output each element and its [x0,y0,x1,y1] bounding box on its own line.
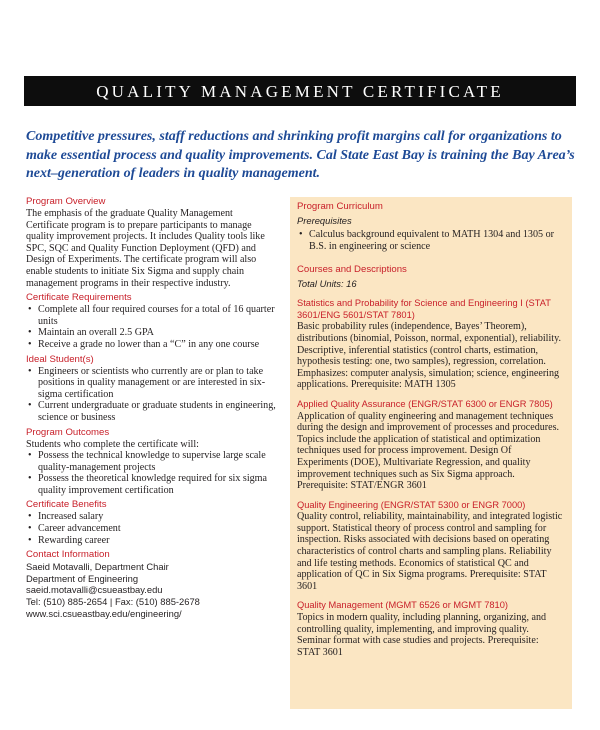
program-outcomes-intro: Students who complete the certificate will: [26,438,199,450]
list-item: • Rewarding career [26,535,276,547]
course-description: Topics in modern quality, including planning, organizing, and controlling quality, implementing, and improving quality. Seminar format with case studies and projects. Prerequisite: STAT 3601 [297,612,547,658]
list-item: • Possess the theoretical knowledge required for six sigma quality improvement certification [26,473,276,496]
list-item: • Current undergraduate or graduate students in engineering, science or business [26,400,276,423]
list-item: • Receive a grade no lower than a “C” in any one course [26,339,276,351]
contact-department: Department of Engineering [26,572,139,584]
course-description: Quality control, reliability, maintainability, and integrated logistic support. Statistical theory of process control and sampling for inspection. Risks associated with decisions based on operating characteristics of control charts and sampling plans. Reliability and life testing methods. Economics of statistical QC and application of QC in Six Sigma programs. Prerequisite: STAT 3601 [297,511,563,592]
course-title: Quality Engineering (ENGR/STAT 5300 or ENGR 7000) [297,499,526,510]
program-outcomes-list [26,450,276,496]
curriculum-panel [290,197,572,709]
program-curriculum-heading: Program Curriculum [297,201,383,212]
list-item: • Career advancement [26,523,276,535]
list-item: • Increased salary [26,511,276,523]
certificate-benefits-heading: Certificate Benefits [26,499,107,511]
program-overview-heading: Program Overview [26,196,106,207]
courses-heading: Courses and Descriptions [297,264,407,276]
ideal-students-heading: Ideal Student(s) [26,353,94,365]
certificate-requirements-heading: Certificate Requirements [26,292,132,304]
contact-email-link[interactable]: saeid.motavalli@csueastbay.edu [26,584,163,596]
list-item: • Calculus background equivalent to MATH 1304 and 1305 or B.S. in engineering or science [297,229,564,252]
list-item: • Possess the technical knowledge to supervise large scale quality-management projects [26,450,276,473]
contact-website-link[interactable]: www.sci.csueastbay.edu/engineering/ [26,607,182,619]
prerequisites-list [297,229,564,252]
certificate-title: QUALITY MANAGEMENT CERTIFICATE [96,82,504,101]
list-item: • Complete all four required courses for a total of 16 quarter units [26,304,276,327]
list-item: • Maintain an overall 2.5 GPA [26,327,276,339]
course-description: Application of quality engineering and management techniques during the design and improvement of processes and procedures. Topics include the application of statistical and optimization techniques used for process improvement. Design Of Experiments (DOE), Multivariate Regression, and quality improvement techniques such as Six Sigma approach. Prerequisite: STAT/ENGR 3601 [297,410,560,492]
course-title: Statistics and Probability for Science and Engineering I (STAT 3601/ENG 5601/STAT 7801) [297,298,551,320]
left-column [26,196,276,619]
contact-name: Saeid Motavalli, Department Chair [26,561,169,573]
prerequisites-label: Prerequisites [297,215,352,226]
list-item: • Engineers or scientists who currently are or plan to take positions in quality management or are interested in six-sigma certification [26,366,276,401]
course-title: Applied Quality Assurance (ENGR/STAT 6300 or ENGR 7805) [297,398,553,409]
program-overview-text: The emphasis of the graduate Quality Management Certificate program is to prepare participants to manage quality improvement projects. It includes Quality tools like SPC, SQC and Quality Function Deployment (QFD) and Design of Experiments. The certificate program will also enable students to initiate Six Sigma and supply chain management programs in their respective industry. [26,208,265,289]
certificate-benefits-list [26,511,276,546]
certificate-title-banner [24,76,576,106]
course-description: Basic probability rules (independence, Bayes’ Theorem), distributions (binomial, Poisson, normal, exponential), reliability. Descriptive, inferential statistics (control charts, estimation, hypothesis testing: one, two samples), regression, correlation. Emphasizes: computer analysis, simulation; science, engineering applications. Prerequisite: MATH 1305 [297,321,561,391]
contact-phone-fax: Tel: (510) 885-2654 | Fax: (510) 885-2678 [26,596,200,608]
certificate-requirements-list [26,304,276,350]
course-title: Quality Management (MGMT 6526 or MGMT 7810) [297,600,508,611]
intro-paragraph: Competitive pressures, staff reductions and shrinking profit margins call for organizations to make essential process and quality improvements. Cal State East Bay is training the Bay Area’s next–generation of leaders in quality management. [26,129,575,181]
ideal-students-list [26,366,276,424]
contact-information-heading: Contact Information [26,549,110,561]
program-outcomes-heading: Program Outcomes [26,426,110,438]
total-units: Total Units: 16 [297,278,357,290]
contact-block [26,561,276,619]
